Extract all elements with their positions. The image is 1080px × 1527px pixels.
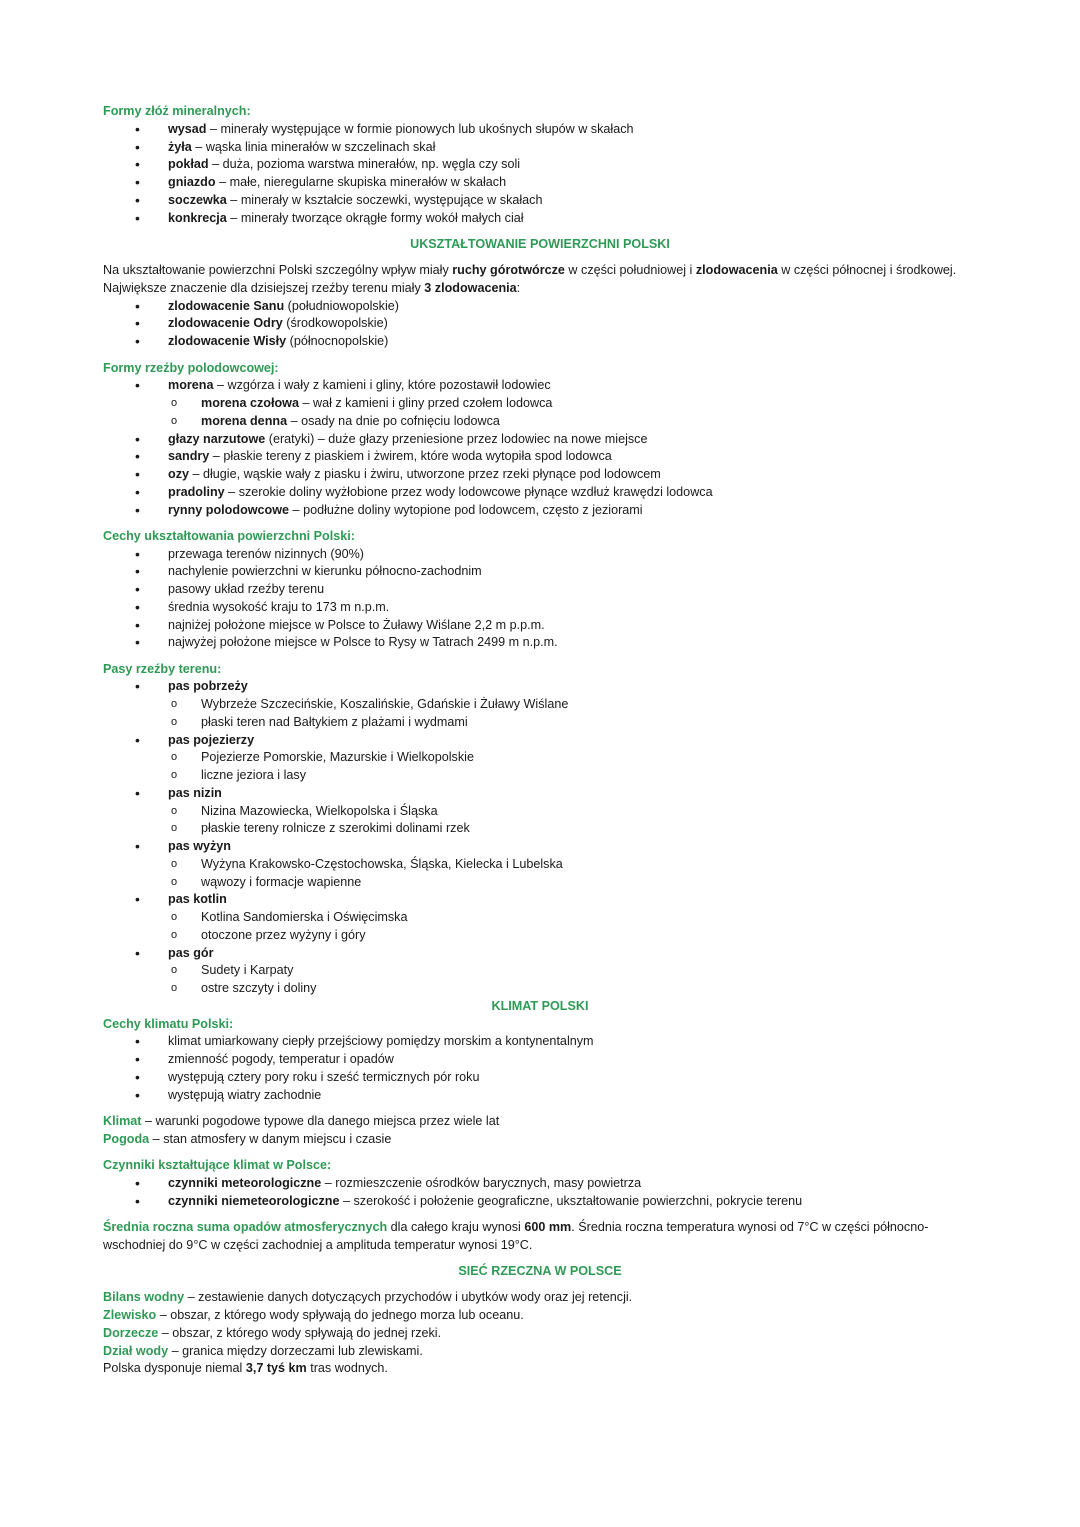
bullet-item	[103, 1051, 963, 1069]
bullet-item	[103, 156, 963, 174]
term-label: Pogoda	[103, 1131, 150, 1146]
sub-bullet-item	[103, 714, 963, 732]
circle-bullet-icon: o	[171, 928, 178, 941]
bullet-item	[103, 945, 963, 963]
sub-bullet-item	[103, 749, 963, 767]
text-block	[103, 103, 963, 227]
text: Wybrzeże Szczecińskie, Koszalińskie, Gdańskie i Żuławy Wiślane	[201, 697, 569, 712]
text: liczne jeziora i lasy	[201, 768, 306, 783]
text: występują cztery pory roku i sześć termicznych pór roku	[168, 1069, 480, 1084]
text: Na ukształtowanie powierzchni Polski szczególny wpływ miały	[103, 263, 453, 278]
bullet-item	[103, 466, 963, 484]
text: – wzgórza i wały z kamieni i gliny, które pozostawił lodowiec	[213, 378, 551, 393]
text: Kotlina Sandomierska i Oświęcimska	[201, 910, 408, 925]
text-block	[103, 262, 963, 351]
text: SIEĆ RZECZNA W POLSCE	[458, 1264, 622, 1279]
bold-text: czynniki niemeteorologiczne	[168, 1193, 340, 1208]
bullet-item	[103, 581, 963, 599]
text: wąwozy i formacje wapienne	[201, 874, 362, 889]
bold-text: pas gór	[168, 945, 214, 960]
text: (północnopolskie)	[286, 334, 389, 349]
text: Sudety i Karpaty	[201, 963, 294, 978]
bold-text: pas kotlin	[168, 892, 227, 907]
text: dla całego kraju wynosi	[387, 1220, 525, 1234]
text: Pojezierze Pomorskie, Mazurskie i Wielkopolskie	[201, 750, 474, 765]
text-block	[103, 1219, 963, 1255]
text: w części północnej i środkowej. Największe znaczenie dla dzisiejszej rzeźby terenu miały	[103, 263, 957, 295]
circle-bullet-icon: o	[171, 822, 178, 835]
section-heading	[103, 1157, 963, 1175]
text: – minerały tworzące okrągłe formy wokół małych ciał	[226, 210, 524, 225]
bullet-icon: •	[135, 156, 140, 173]
bullet-item	[103, 448, 963, 466]
text: Czynniki kształtujące klimat w Polsce:	[103, 1158, 332, 1173]
circle-bullet-icon: o	[171, 769, 178, 782]
section-title	[0, 998, 1080, 1016]
bullet-icon: •	[135, 581, 140, 598]
text: :	[516, 280, 521, 295]
paragraph	[103, 262, 963, 298]
sub-bullet-item	[103, 803, 963, 821]
bullet-icon: •	[135, 377, 140, 394]
bold-text: czynniki meteorologiczne	[168, 1175, 322, 1190]
text: (eratyki) – duże głazy przeniesione przez lodowiec na nowe miejsce	[265, 431, 648, 446]
text: – osady na dnie po cofnięciu lodowca	[287, 413, 500, 428]
text: – zestawienie danych dotyczących przychodów i ubytków wody oraz jej retencji.	[184, 1290, 633, 1305]
paragraph	[103, 1325, 963, 1343]
bullet-item	[103, 546, 963, 564]
bold-text: wysad	[168, 121, 207, 136]
text: – szerokość i położenie geograficzne, ukształtowanie powierzchni, pokrycie terenu	[339, 1193, 803, 1208]
text: – obszar, z którego wody spływają do jednej rzeki.	[158, 1325, 442, 1340]
bullet-item	[103, 333, 963, 351]
bullet-icon: •	[135, 483, 140, 500]
text: Cechy klimatu Polski:	[103, 1016, 234, 1031]
document-page	[103, 103, 963, 1378]
paragraph	[103, 1360, 963, 1378]
paragraph	[103, 1289, 963, 1307]
sub-bullet-item	[103, 820, 963, 838]
paragraph	[103, 1307, 963, 1325]
bold-text: sandry	[168, 449, 210, 464]
term-label: Dorzecze	[103, 1325, 159, 1340]
bullet-item	[103, 121, 963, 139]
bold-text: ozy	[168, 467, 189, 482]
circle-bullet-icon: o	[171, 911, 178, 924]
bullet-item	[103, 315, 963, 333]
bullet-icon: •	[135, 138, 140, 155]
sub-bullet-item	[103, 909, 963, 927]
bold-text: pas nizin	[168, 785, 222, 800]
text-block	[103, 1289, 963, 1378]
bullet-item	[103, 785, 963, 803]
text: płaski teren nad Bałtykiem z plażami i wydmami	[201, 714, 468, 729]
section-heading	[103, 528, 963, 546]
bullet-item	[103, 634, 963, 652]
bullet-icon: •	[135, 1068, 140, 1085]
sub-bullet-item	[103, 962, 963, 980]
bold-text: morena czołowa	[201, 396, 299, 411]
bullet-icon: •	[135, 333, 140, 350]
sub-bullet-item	[103, 767, 963, 785]
bold-text: rynny polodowcowe	[168, 502, 290, 517]
text: – wał z kamieni i gliny przed czołem lodowca	[298, 396, 553, 411]
bold-text: 3 zlodowacenia	[424, 280, 517, 295]
bold-text: zlodowacenie Wisły	[168, 334, 287, 349]
section-title	[0, 236, 1080, 254]
text: – wąska linia minerałów w szczelinach skał	[191, 139, 436, 154]
text: najwyżej położone miejsce w Polsce to Rysy w Tatrach 2499 m n.p.m.	[168, 635, 558, 650]
text: KLIMAT POLSKI	[491, 998, 589, 1013]
bold-text: 600 mm	[524, 1220, 572, 1234]
text: – obszar, z którego wody spływają do jednego morza lub oceanu.	[156, 1308, 524, 1323]
text: – podłużne doliny wytopione pod lodowcem, często z jeziorami	[289, 502, 643, 517]
circle-bullet-icon: o	[171, 982, 178, 995]
sub-bullet-item	[103, 927, 963, 945]
bold-text: głazy narzutowe	[168, 431, 266, 446]
bullet-item	[103, 1069, 963, 1087]
term-label: Bilans wodny	[103, 1290, 185, 1305]
bullet-icon: •	[135, 731, 140, 748]
bullet-icon: •	[135, 209, 140, 226]
text: płaskie tereny rolnicze z szerokimi dolinami rzek	[201, 821, 470, 836]
text: – płaskie tereny z piaskiem i żwirem, które woda wytopiła spod lodowca	[209, 449, 612, 464]
bullet-icon: •	[135, 944, 140, 961]
bullet-icon: •	[135, 466, 140, 483]
bullet-icon: •	[135, 448, 140, 465]
text: Wyżyna Krakowsko-Częstochowska, Śląska, Kielecka i Lubelska	[201, 856, 563, 871]
bullet-icon: •	[135, 891, 140, 908]
bullet-icon: •	[135, 784, 140, 801]
circle-bullet-icon: o	[171, 964, 178, 977]
text: – rozmieszczenie ośrodków barycznych, masy powietrza	[321, 1175, 642, 1190]
text: – granica między dorzeczami lub zlewiskami.	[168, 1343, 423, 1358]
bullet-item	[103, 502, 963, 520]
text: najniżej położone miejsce w Polsce to Żuławy Wiślane 2,2 m p.p.m.	[168, 617, 545, 632]
text: ostre szczyty i doliny	[201, 981, 317, 996]
term-label: Klimat	[103, 1114, 142, 1129]
bullet-item	[103, 174, 963, 192]
section-title	[0, 1263, 1080, 1281]
text: średnia wysokość kraju to 173 m n.p.m.	[168, 599, 390, 614]
text: nachylenie powierzchni w kierunku północno-zachodnim	[168, 564, 482, 579]
sub-bullet-item	[103, 395, 963, 413]
section-heading	[103, 1016, 963, 1034]
text: – szerokie doliny wyżłobione przez wody lodowcowe płynące wzdłuż krawędzi lodowca	[224, 484, 713, 499]
bold-text: zlodowacenie Odry	[168, 316, 283, 331]
bold-text: 3,7 tyś km	[245, 1361, 307, 1376]
circle-bullet-icon: o	[171, 751, 178, 764]
circle-bullet-icon: o	[171, 857, 178, 870]
sub-bullet-item	[103, 980, 963, 998]
text: Formy złóż mineralnych:	[103, 104, 251, 118]
bullet-icon: •	[135, 838, 140, 855]
bold-text: morena denna	[201, 413, 288, 428]
bullet-icon: •	[135, 1033, 140, 1050]
paragraph	[103, 1219, 963, 1255]
bullet-icon: •	[135, 297, 140, 314]
paragraph	[103, 1131, 963, 1149]
section-heading	[103, 360, 963, 378]
bullet-icon: •	[135, 501, 140, 518]
bullet-item	[103, 298, 963, 316]
bold-text: pas pojezierzy	[168, 732, 255, 747]
text-block	[103, 1157, 963, 1210]
circle-bullet-icon: o	[171, 698, 178, 711]
bold-text: zlodowacenie Sanu	[168, 298, 285, 313]
bullet-icon: •	[135, 634, 140, 651]
bullet-icon: •	[135, 1174, 140, 1191]
bullet-item	[103, 1033, 963, 1051]
bullet-item	[103, 891, 963, 909]
bullet-icon: •	[135, 598, 140, 615]
text: Cechy ukształtowania powierzchni Polski:	[103, 528, 355, 543]
text: w części południowej i	[564, 263, 696, 278]
section-heading	[103, 103, 963, 121]
text: przewaga terenów nizinnych (90%)	[168, 546, 365, 561]
text-block	[103, 1263, 963, 1281]
bullet-icon: •	[135, 545, 140, 562]
text: – małe, nieregularne skupiska minerałów w skałach	[215, 175, 507, 189]
bold-text: pokład	[168, 157, 209, 172]
bullet-icon: •	[135, 1051, 140, 1068]
text: – stan atmosfery w danym miejscu i czasie	[149, 1131, 392, 1146]
text: (środkowopolskie)	[282, 316, 388, 331]
text: Polska dysponuje niemal	[103, 1361, 246, 1376]
text-block	[103, 1113, 963, 1149]
sub-bullet-item	[103, 874, 963, 892]
bold-text: soczewka	[168, 192, 227, 207]
text: – warunki pogodowe typowe dla danego miejsca przez wiele lat	[141, 1114, 500, 1129]
bullet-item	[103, 1175, 963, 1193]
text: – długie, wąskie wały z piasku i żwiru, utworzone przez rzeki płynące pod lodowcem	[189, 467, 661, 482]
text-block	[103, 236, 963, 254]
text: klimat umiarkowany ciepły przejściowy pomiędzy morskim a kontynentalnym	[168, 1034, 594, 1049]
text-block	[103, 360, 963, 520]
bullet-icon: •	[135, 616, 140, 633]
circle-bullet-icon: o	[171, 804, 178, 817]
bullet-item	[103, 139, 963, 157]
paragraph	[103, 1343, 963, 1361]
circle-bullet-icon: o	[171, 414, 178, 427]
sub-bullet-item	[103, 413, 963, 431]
bullet-icon: •	[135, 174, 140, 190]
text: – minerały w kształcie soczewki, występujące w skałach	[226, 192, 543, 207]
text: – duża, pozioma warstwa minerałów, np. węgla czy soli	[208, 157, 521, 172]
text: Nizina Mazowiecka, Wielkopolska i Śląska	[201, 803, 438, 818]
bold-text: pradoliny	[168, 484, 225, 499]
sub-bullet-item	[103, 696, 963, 714]
term-label: Dział wody	[103, 1343, 169, 1358]
sub-bullet-item	[103, 856, 963, 874]
bold-text: gniazdo	[168, 175, 216, 189]
text-block	[103, 661, 963, 1105]
bullet-item	[103, 431, 963, 449]
bullet-item	[103, 484, 963, 502]
text: (południowopolskie)	[284, 298, 399, 313]
bullet-item	[103, 617, 963, 635]
bullet-item	[103, 838, 963, 856]
bullet-icon: •	[135, 191, 140, 208]
text: tras wodnych.	[306, 1361, 388, 1376]
bold-text: morena	[168, 378, 214, 393]
bullet-item	[103, 563, 963, 581]
term-label: Średnia roczna suma opadów atmosferycznych	[103, 1220, 388, 1234]
text: otoczone przez wyżyny i góry	[201, 927, 366, 942]
bold-text: ruchy górotwórcze	[452, 263, 565, 278]
circle-bullet-icon: o	[171, 397, 178, 410]
bold-text: pas pobrzeży	[168, 679, 248, 694]
section-heading	[103, 661, 963, 679]
text: występują wiatry zachodnie	[168, 1087, 322, 1102]
bullet-item	[103, 192, 963, 210]
bold-text: pas wyżyn	[168, 839, 231, 854]
bullet-item	[103, 210, 963, 228]
text: pasowy układ rzeźby terenu	[168, 582, 325, 597]
text: . Średnia roczna temperatura wynosi od 7°C w części północno-wschodniej do 9°C w części zachodniej a amplituda temperatur wynosi 19°C.	[103, 1220, 929, 1252]
bold-text: konkrecja	[168, 210, 227, 225]
bullet-item	[103, 377, 963, 395]
bullet-item	[103, 678, 963, 696]
bullet-icon: •	[135, 1086, 140, 1103]
text: zmienność pogody, temperatur i opadów	[168, 1052, 394, 1067]
bullet-item	[103, 1193, 963, 1211]
bullet-icon: •	[135, 563, 140, 580]
text: Formy rzeźby polodowcowej:	[103, 360, 279, 375]
bullet-icon: •	[135, 678, 140, 695]
term-label: Zlewisko	[103, 1308, 157, 1323]
text: Pasy rzeźby terenu:	[103, 661, 222, 676]
text: – minerały występujące w formie pionowych lub ukośnych słupów w skałach	[206, 121, 634, 136]
text: UKSZTAŁTOWANIE POWIERZCHNI POLSKI	[410, 236, 670, 251]
bullet-icon: •	[135, 430, 140, 447]
bullet-item	[103, 1087, 963, 1105]
text-block	[103, 528, 963, 652]
bullet-item	[103, 732, 963, 750]
circle-bullet-icon: o	[171, 875, 178, 888]
circle-bullet-icon: o	[171, 715, 178, 728]
bold-text: zlodowacenia	[695, 263, 778, 278]
paragraph	[103, 1113, 963, 1131]
bullet-item	[103, 599, 963, 617]
bullet-icon: •	[135, 120, 140, 137]
bullet-icon: •	[135, 1192, 140, 1209]
bold-text: żyła	[168, 139, 192, 154]
bullet-icon: •	[135, 315, 140, 332]
